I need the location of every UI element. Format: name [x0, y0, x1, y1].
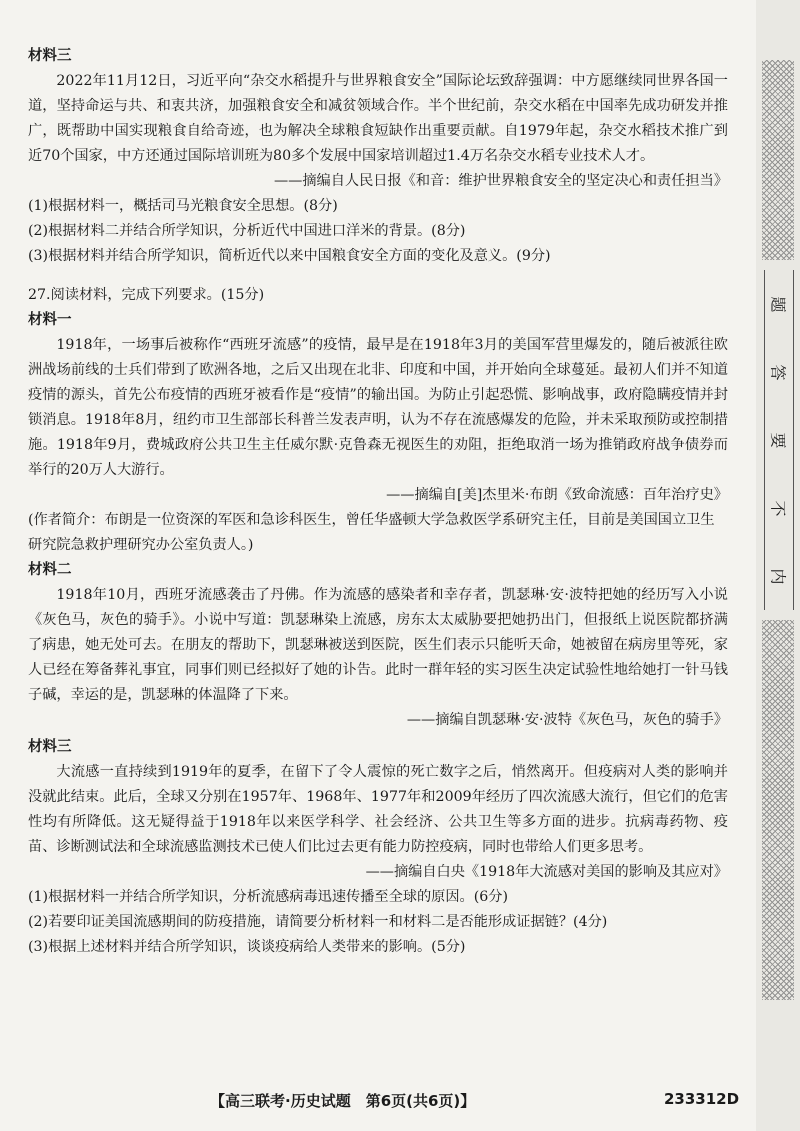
author-note: (作者简介：布朗是一位资深的军医和急诊科医生，曾任华盛顿大学急救医学系研究主任，目前是美国国立卫生研究院急救护理研究办公室负责人。) — [28, 512, 715, 553]
material-text: 2022年11月12日，习近平向“杂交水稻提升与世界粮食安全”国际论坛致辞强调：中方愿继续同世界各国一道，坚持命运与共、和衷共济，加强粮食安全和减贫领域合作。半个世纪前，杂交水稻在中国率先成功研发并推广，既帮助中国实现粮食自给奇迹，也为解决全球粮食短缺作出重要贡献。自1979年起，杂交水稻技术推广到近70个国家，中方还通过国际培训班为80多个发展中国家培训超过1.4万名杂交水稻专业技术人才。 — [28, 73, 728, 164]
page-footer — [0, 1090, 800, 1120]
margin-char: 题 — [768, 295, 788, 313]
margin-hatch-top — [762, 60, 794, 260]
q27-material2 — [28, 558, 728, 733]
margin-hatch-bottom — [762, 620, 794, 1000]
question: (3)根据材料并结合所学知识，简析近代以来中国粮食安全方面的变化及意义。(9分) — [28, 248, 551, 264]
margin-char: 要 — [768, 431, 788, 449]
q26-questions — [28, 194, 728, 269]
material-heading: 材料一 — [28, 312, 72, 328]
material-source: ——摘编自凯瑟琳·安·波特《灰色马，灰色的骑手》 — [406, 712, 728, 728]
question-stem: 27.阅读材料，完成下列要求。(15分) — [28, 287, 265, 303]
material-text: 1918年10月，西班牙流感袭击了丹佛。作为流感的感染者和幸存者，凯瑟琳·安·波特把她的经历写入小说《灰色马，灰色的骑手》。小说中写道：凯瑟琳染上流感，房东太太威胁要把她扔出门，但报纸上说医院都挤满了病患，她无处可去。在朋友的帮助下，凯瑟琳被送到医院，医生们表示只能听天命，她被留在病房里等死，家人已经在筹备葬礼事宜，同事们则已经拟好了她的讣告。此时一群年轻的实习医生决定试验性地给她打一针马钱子碱，幸运的是，凯瑟琳的体温降了下来。 — [28, 587, 728, 703]
material-heading: 材料三 — [28, 48, 72, 64]
q27-questions — [28, 885, 728, 960]
material-source: ——摘编自白央《1918年大流感对美国的影响及其应对》 — [365, 864, 728, 880]
margin-warning — [764, 270, 794, 610]
q27-material3 — [28, 735, 728, 885]
question: (1)根据材料一，概括司马光粮食安全思想。(8分) — [28, 198, 338, 214]
margin-char: 不 — [768, 499, 788, 517]
material-heading: 材料三 — [28, 739, 72, 755]
exam-code: 233312D — [664, 1090, 740, 1108]
exam-page — [28, 44, 728, 960]
q26-material3 — [28, 44, 728, 194]
q27-material1 — [28, 308, 728, 558]
question: (2)根据材料二并结合所学知识，分析近代中国进口洋米的背景。(8分) — [28, 223, 466, 239]
margin-char: 内 — [768, 567, 788, 585]
question: (3)根据上述材料并结合所学知识，谈谈疫病给人类带来的影响。(5分) — [28, 939, 466, 955]
question: (1)根据材料一并结合所学知识，分析流感病毒迅速传播至全球的原因。(6分) — [28, 889, 509, 905]
material-text: 大流感一直持续到1919年的夏季，在留下了令人震惊的死亡数字之后，悄然离开。但疫病对人类的影响并没就此结束。此后，全球又分别在1957年、1968年、1977年和2009年经历了四次流感大流行，但它们的危害性均有所降低。这无疑得益于1918年以来医学科学、社会经济、公共卫生等多方面的进步。抗病毒药物、疫苗、诊断测试法和全球流感监测技术已使人们比过去更有能力防控疫病，同时也带给人们更多思考。 — [28, 764, 728, 855]
material-heading: 材料二 — [28, 562, 72, 578]
margin-char: 答 — [768, 363, 788, 381]
material-source: ——摘编自人民日报《和音：维护世界粮食安全的坚定决心和责任担当》 — [273, 173, 728, 189]
material-text: 1918年，一场事后被称作“西班牙流感”的疫情，最早是在1918年3月的美国军营里爆发的，随后被派往欧洲战场前线的士兵们带到了欧洲各地，之后又出现在北非、印度和中国，并开始向全球蔓延。最初人们并不知道疫情的源头，首先公布疫情的西班牙被看作是“疫情”的输出国。为防止引起恐慌、影响战事，政府隐瞒疫情并封锁消息。1918年8月，纽约市卫生部部长科普兰发表声明，认为不存在流感爆发的危险，并未采取预防或控制措施。1918年9月，费城政府公共卫生主任威尔默·克鲁森无视医生的劝阻，拒绝取消一场为推销政府战争债券而举行的20万人大游行。 — [28, 337, 728, 478]
question: (2)若要印证美国流感期间的防疫措施，请简要分析材料一和材料二是否能形成证据链？(4分) — [28, 914, 608, 930]
footer-title: 【高三联考·历史试题 第6页(共6页)】 — [210, 1092, 476, 1110]
material-source: ——摘编自[美]杰里米·布朗《致命流感：百年治疗史》 — [386, 487, 728, 503]
